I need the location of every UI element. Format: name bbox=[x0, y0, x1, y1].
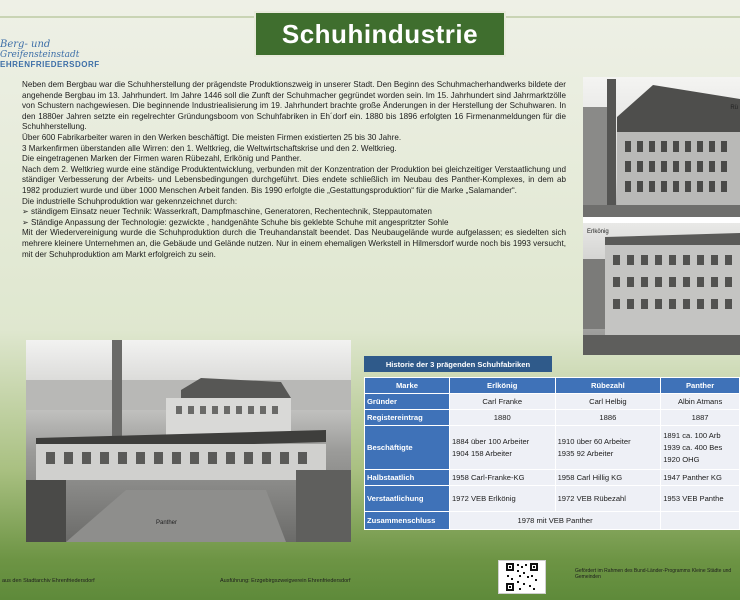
table-row bbox=[365, 410, 740, 426]
table-cell: 1972 VEB Rübezahl bbox=[555, 486, 661, 512]
photo-erlkoenig-factory bbox=[583, 223, 740, 355]
photo-ruebezahl-factory bbox=[583, 77, 740, 217]
photo-label-panther: Panther bbox=[156, 520, 178, 526]
panther-factory-drawing bbox=[26, 340, 351, 542]
table-cell: 1880 bbox=[449, 410, 555, 426]
paragraph-characteristics: Die industrielle Schuhproduktion war gekennzeichnet durch: bbox=[22, 196, 238, 206]
paragraph-workers: Über 600 Fabrikarbeiter waren in den Werken beschäftigt. Die meisten Firmen existierten 25 bis 30 Jahre. bbox=[22, 132, 402, 142]
footer-photo-credit: aus den Stadtarchiv Ehrenfriedersdorf bbox=[2, 578, 95, 584]
table-cell: 1884 über 100 Arbeiter 1904 158 Arbeiter bbox=[449, 426, 555, 470]
paragraph-reunification: Mit der Wiedervereinigung wurde die Schuhproduktion durch die Treuhandanstalt beendet. Das Neubaugelände wurde aufgelassen; es siedelten sich mehrere kleinere Unternehmen an, die Gebäude und Gelände nutzen. Nur in einem ehemaligen Werkstell in Hilmersdorf wurde noch bis 1993 versucht, mit der Schuhproduktion am Markt erfolgreich zu sein. bbox=[22, 228, 566, 259]
logo-line-3: EHRENFRIEDERSDORF bbox=[0, 60, 100, 69]
table-cell: 1958 Carl-Franke-KG bbox=[449, 470, 555, 486]
footer-execution-credit: Ausführung: Erzgebirgszweigverein Ehrenfriedersdorf bbox=[220, 578, 351, 584]
header-erlkoenig: Erlkönig bbox=[449, 378, 555, 394]
paragraph-brands: Die eingetragenen Marken der Firmen waren Rübezahl, Erlkönig und Panther. bbox=[22, 154, 302, 164]
paragraph-brand-firms: 3 Markenfirmen überstanden alle Wirren: den 1. Weltkrieg, die Weltwirtschaftskrise und den 2. Weltkrieg. bbox=[22, 143, 397, 153]
qr-code-pattern bbox=[499, 561, 545, 593]
row-label-zusammenschluss: Zusammenschluss bbox=[365, 512, 450, 530]
table-row bbox=[365, 426, 740, 470]
table-cell: 1972 VEB Erlkönig bbox=[449, 486, 555, 512]
table-cell: Carl Franke bbox=[449, 394, 555, 410]
table-cell: 1958 Carl Hillig KG bbox=[555, 470, 661, 486]
footer-funding-note: Gefördert im Rahmen des Bund-Länder-Programms Kleine Städte und Gemeinden bbox=[575, 568, 732, 580]
table-caption: Historie der 3 prägenden Schuhfabriken bbox=[364, 356, 552, 372]
erlkoenig-factory-drawing bbox=[583, 223, 740, 355]
table-cell: 1891 ca. 100 Arb 1939 ca. 400 Bes 1920 OHG bbox=[661, 426, 740, 470]
table-cell-empty bbox=[661, 512, 740, 530]
header-marke: Marke bbox=[365, 378, 450, 394]
table-cell: 1887 bbox=[661, 410, 740, 426]
header-ruebezahl: Rübezahl bbox=[555, 378, 661, 394]
table-row bbox=[365, 512, 740, 530]
table-cell: Albin Atmans bbox=[661, 394, 740, 410]
page-title: Schuhindustrie bbox=[254, 11, 506, 57]
row-label-halbstaatlich: Halbstaatlich bbox=[365, 470, 450, 486]
table-cell: 1953 VEB Panthe bbox=[661, 486, 740, 512]
paragraph-intro: Neben dem Bergbau war die Schuhherstellung der prägendste Produktionszweig in unserer Stadt. Den Beginn des Schuhmacherhandwerks bildete der angehende Bergbau im 13. Jahrhundert. Im Jahre 1446 soll die Zunft der Schuhmacher gegründet worden sein. Im 15. Jahrhundert sind Jahrmarktzölle von Schustern nachgewiesen. Die beginnende Industriealisierung im 19. Jahrhundert brachte große Änderungen in der Herstellung der Schuhwaren. In den 1880er Jahren setzte ein regelrechter Gründungsboom von Schuhfabriken in Eh´dorf ein. 1880 bis 1896 erfolgten 16 Firmenanmeldungen für die Schuhherstellung. bbox=[22, 80, 566, 132]
table-cell-merged: 1978 mit VEB Panther bbox=[449, 512, 660, 530]
logo-line-2: Greifensteinstadt bbox=[0, 50, 80, 60]
paragraph-postwar: Nach dem 2. Weltkrieg wurde eine ständige Produktentwicklung, verbunden mit der Konzentration der Produktion bei gleichzeitiger Verstaatlichung und ständiger Verbesserung der Arbeits- und Lebensbedingungen durchgeführt. Dies endete schließlich im Neubau des Panther-Komplexes, in dem ab 1982 produziert wurde und über 1000 Menschen Arbeit fanden. Bis 1990 erfolgte die „Gestattungsproduktion“ für die Marke „Salamander“. bbox=[22, 164, 566, 195]
qr-code[interactable] bbox=[498, 560, 546, 594]
table-cell: 1886 bbox=[555, 410, 661, 426]
ruebezahl-factory-drawing bbox=[583, 77, 740, 217]
town-logo bbox=[0, 39, 100, 70]
row-label-registereintrag: Registereintrag bbox=[365, 410, 450, 426]
photo-panther-factory bbox=[26, 340, 351, 542]
bullet-adaptation: ➢ Ständige Anpassung der Technologie: gezwickte , handgenähte Schuhe bis geklebte Schuhe mit angespritzter Sohle bbox=[22, 217, 449, 227]
history-table bbox=[364, 377, 740, 530]
bullet-technology: ➢ ständigem Einsatz neuer Technik: Wasserkraft, Dampfmaschine, Generatoren, Rechentechnik, Steppautomaten bbox=[22, 207, 432, 217]
row-label-verstaatlichung: Verstaatlichung bbox=[365, 486, 450, 512]
row-label-beschaeftigte: Beschäftigte bbox=[365, 426, 450, 470]
table-header-row bbox=[365, 378, 740, 394]
table-row bbox=[365, 470, 740, 486]
row-label-gruender: Gründer bbox=[365, 394, 450, 410]
logo-line-1: Berg- und bbox=[0, 39, 51, 50]
factory-photos-right bbox=[583, 77, 740, 355]
table-cell: 1947 Panther KG bbox=[661, 470, 740, 486]
table-row bbox=[365, 394, 740, 410]
photo-label-ruebezahl: Rü bbox=[730, 105, 738, 111]
photo-label-erlkoenig: Erlkönig bbox=[587, 229, 609, 235]
history-body-text bbox=[22, 80, 566, 260]
table-row bbox=[365, 486, 740, 512]
header-panther: Panther bbox=[661, 378, 740, 394]
table-cell: 1910 über 60 Arbeiter 1935 92 Arbeiter bbox=[555, 426, 661, 470]
table-cell: Carl Helbig bbox=[555, 394, 661, 410]
